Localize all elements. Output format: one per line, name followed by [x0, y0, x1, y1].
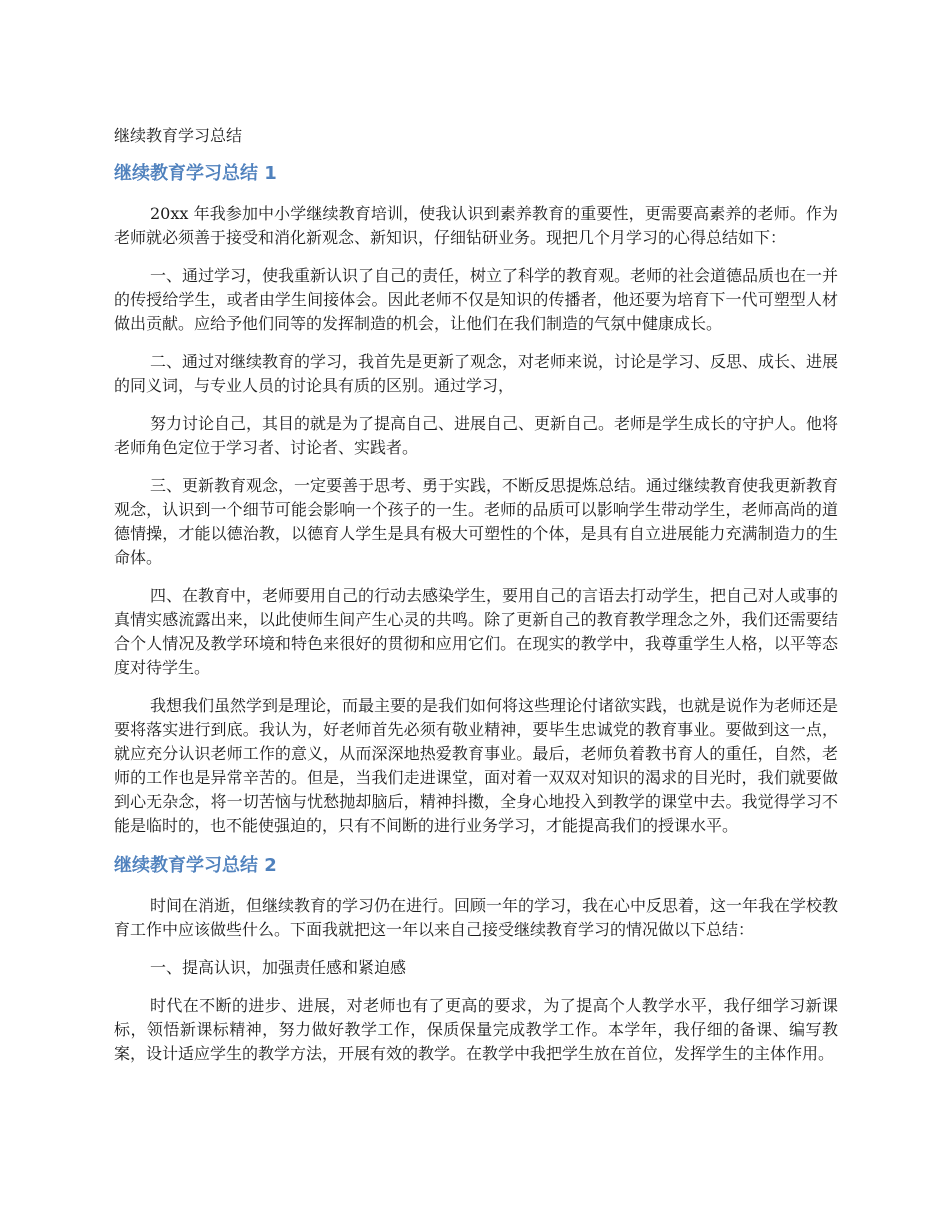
paragraph: 一、通过学习，使我重新认识了自己的责任，树立了科学的教育观。老师的社会道德品质也在一并的传授给学生，或者由学生间接体会。因此老师不仅是知识的传播者，他还要为培育下一代可塑型人材做出贡献。应给予他们同等的发挥制造的机会，让他们在我们制造的气氛中健康成长。: [114, 266, 839, 333]
section-2: [114, 852, 838, 1066]
paragraph: 三、更新教育观念，一定要善于思考、勇于实践，不断反思提炼总结。通过继续教育使我更新教育观念，认识到一个细节可能会影响一个孩子的一生。老师的品质可以影响学生带动学生，老师高尚的道德情操，才能以德治教，以德育人学生是具有极大可塑性的个体，是具有自立进展能力充满制造力的生命体。: [114, 476, 839, 567]
paragraph: 20xx 年我参加中小学继续教育培训，使我认识到素养教育的重要性，更需要高素养的老师。作为老师就必须善于接受和消化新观念、新知识，仔细钻研业务。现把几个月学习的心得总结如下：: [114, 204, 838, 247]
paragraph: 四、在教育中，老师要用自己的行动去感染学生，要用自己的言语去打动学生，把自己对人或事的真情实感流露出来，以此使师生间产生心灵的共鸣。除了更新自己的教育教学理念之外，我们还需要结合个人情况及教学环境和特色来很好的贯彻和应用它们。在现实的教学中，我尊重学生人格，以平等态度对待学生。: [114, 586, 839, 677]
section-heading: 继续教育学习总结 2: [114, 855, 277, 876]
paragraph: 时代在不断的进步、进展，对老师也有了更高的要求，为了提高个人教学水平，我仔细学习新课标，领悟新课标精神，努力做好教学工作，保质保量完成教学工作。本学年，我仔细的备课、编写教案，设计适应学生的教学方法，开展有效的教学。在教学中我把学生放在首位，发挥学生的主体作用。: [114, 996, 838, 1063]
paragraph: 时间在消逝，但继续教育的学习仍在进行。回顾一年的学习，我在心中反思着，这一年我在学校教育工作中应该做些什么。下面我就把这一年以来自己接受继续教育学习的情况做以下总结：: [114, 896, 839, 939]
paragraph: 二、通过对继续教育的学习，我首先是更新了观念，对老师来说，讨论是学习、反思、成长、进展的同义词，与专业人员的讨论具有质的区别。通过学习，: [114, 352, 839, 395]
paragraph: 我想我们虽然学到是理论，而最主要的是我们如何将这些理论付诸欲实践，也就是说作为老师还是要将落实进行到底。我认为，好老师首先必须有敬业精神，要毕生忠诚党的教育事业。要做到这一点，就应充分认识老师工作的意义，从而深深地热爱教育事业。最后，老师负着教书育人的重任，自然，老师的工作也是异常辛苦的。但是，当我们走进课堂，面对着一双双对知识的渴求的目光时，我们就要做到心无杂念，将一切苦恼与忧愁抛却脑后，精神抖擞，全身心地投入到教学的课堂中去。我觉得学习不能是临时的，也不能使强迫的，只有不间断的进行业务学习，才能提高我们的授课水平。: [114, 696, 839, 835]
document-page: [114, 122, 838, 1080]
paragraph: 努力讨论自己，其目的就是为了提高自己、进展自己、更新自己。老师是学生成长的守护人。他将老师角色定位于学习者、讨论者、实践者。: [114, 414, 839, 457]
paragraph: 一、提高认识，加强责任感和紧迫感: [150, 958, 407, 977]
section-heading: 继续教育学习总结 1: [114, 163, 277, 184]
section-1: [114, 160, 838, 838]
document-title: 继续教育学习总结: [114, 126, 243, 145]
